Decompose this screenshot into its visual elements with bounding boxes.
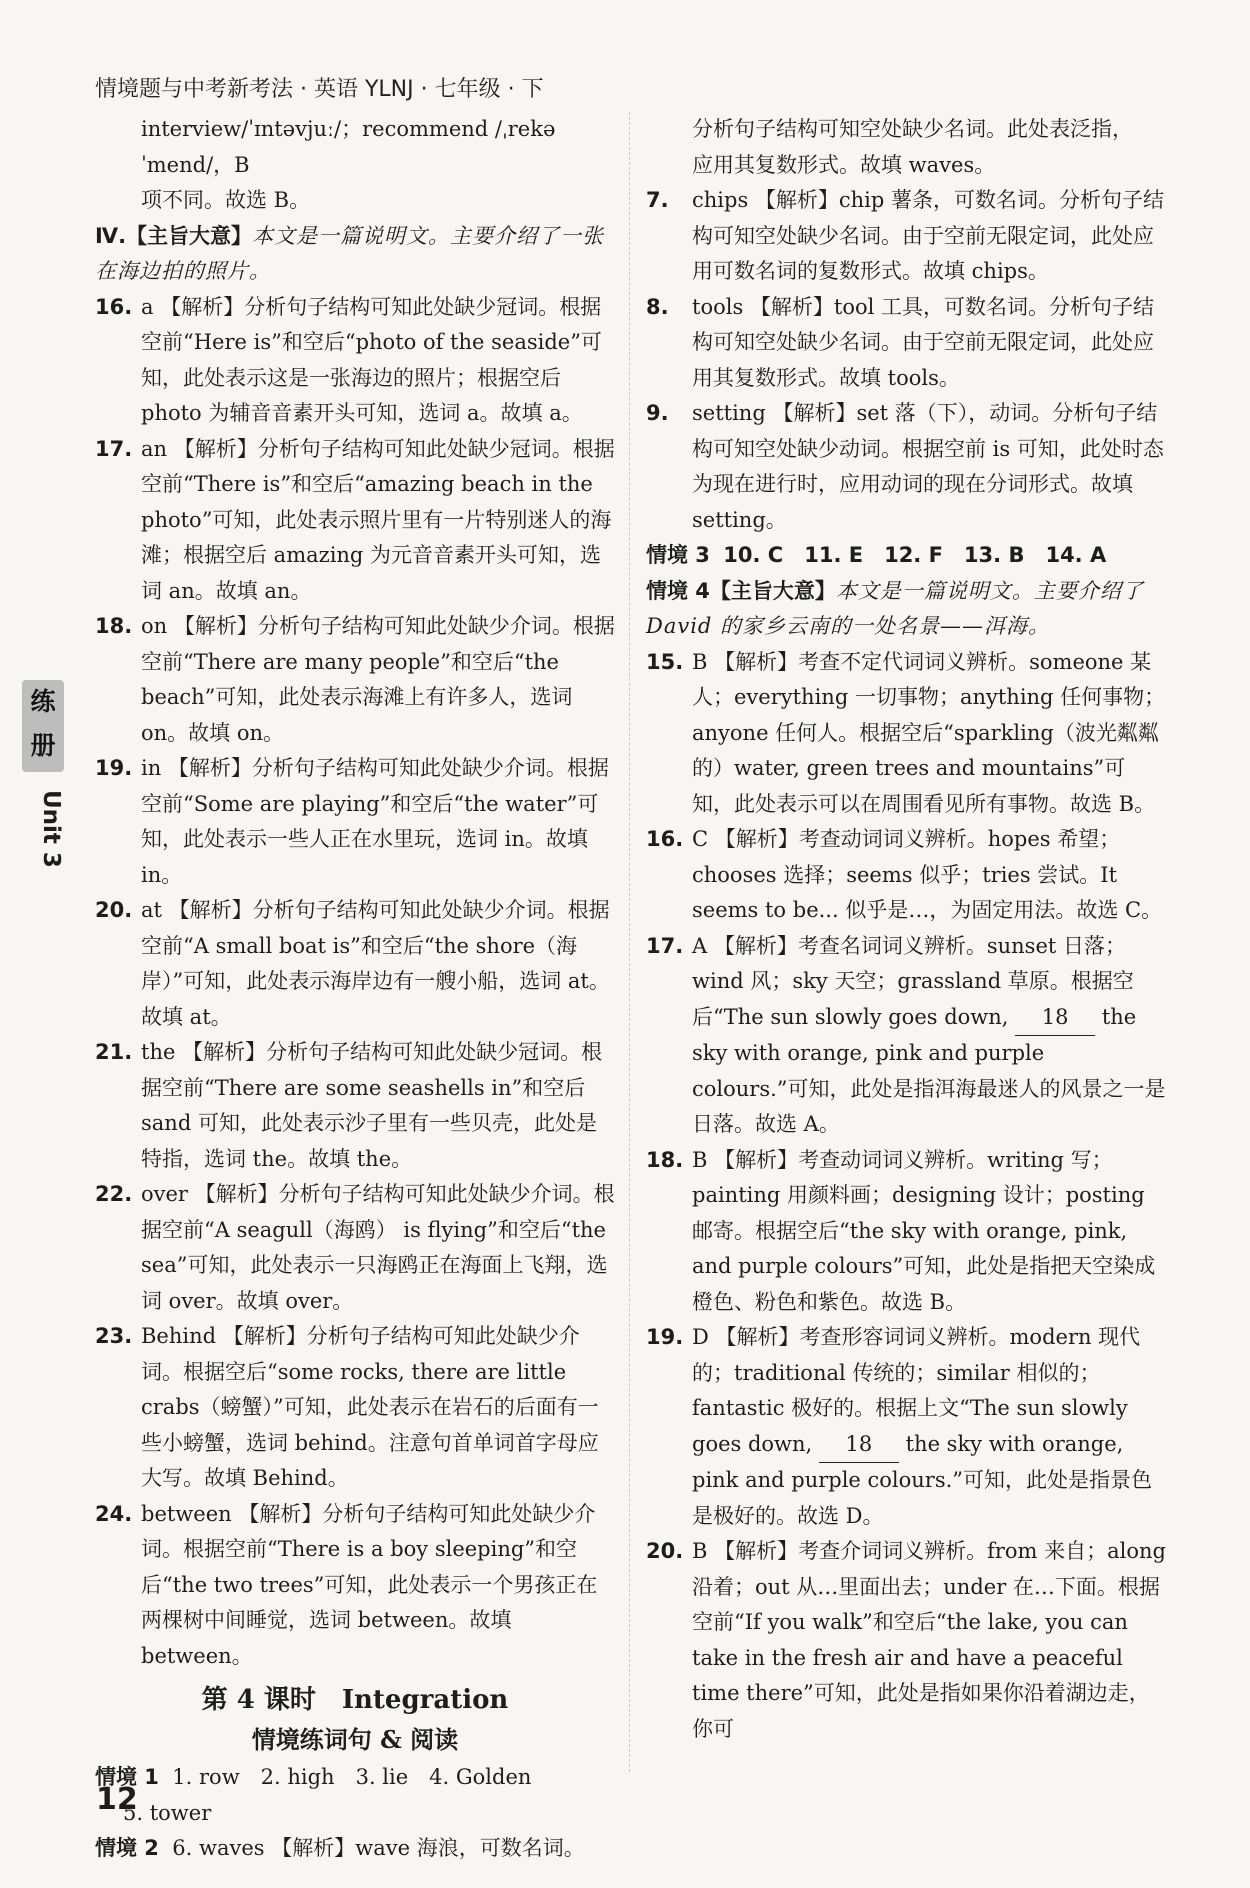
intro-line-1: interview/ˈɪntəvjuː/；recommend /ˌrekəˈmend/，B bbox=[141, 117, 556, 177]
answer-item-20b: 20. B 【解析】考查介词词义辨析。from 来自；along 沿着；out 从…里面出去；under 在…下面。根据空前“If you walk”和空后“the lake, you can take in the fresh air and have a peaceful time there”可知，此处是指如果你沿着湖边走，你可 bbox=[646, 1539, 1166, 1741]
answer-item-16: 16. a 【解析】分析句子结构可知此处缺少冠词。根据空前“Here is”和空后“photo of the seaside”可知，此处表示这是一张海边的照片；根据空后 photo 为辅音音素开头可知，选词 a。故填 a。 bbox=[95, 294, 602, 425]
situation-1-label: 情境 1 bbox=[95, 1765, 159, 1789]
situation-1-line-2: 5. tower bbox=[123, 1800, 212, 1825]
answer-item-15: 15. B 【解析】考查不定代词词义辨析。someone 某人；everything 一切事物；anything 任何事物；anyone 任何人。根据空后“sparkling（波光粼粼的）water, green trees and mountains”可知，此处表示可以在周围看见所有事物。故选 B。 bbox=[646, 649, 1166, 816]
situation-3-answers: 10. C 11. E 12. F 13. B 14. A bbox=[723, 543, 1107, 567]
situation-2-label: 情境 2 bbox=[95, 1836, 159, 1860]
answer-item-17: 17. an 【解析】分析句子结构可知此处缺少冠词。根据空前“There is”和空后“amazing beach in the photo”可知，此处表示照片里有一片特别迷人的海滩；根据空后 amazing 为元音音素开头可知，选词 an。故填 an。 bbox=[95, 436, 615, 603]
situation-2 bbox=[95, 1831, 615, 1867]
continuation-line-2: 应用其复数形式。故填 waves。 bbox=[692, 152, 996, 177]
situation-1-answers: 1. row 2. high 3. lie 4. Golden bbox=[172, 1765, 532, 1789]
answer-item-22: 22. over 【解析】分析句子结构可知此处缺少介词。根据空前“A seagull（海鸥） is flying”和空后“the sea”可知，此处表示一只海鸥正在海面上飞翔，选词 over。故填 over。 bbox=[95, 1182, 615, 1313]
situation-4 bbox=[646, 574, 1166, 645]
right-column bbox=[646, 112, 1166, 1747]
continuation-line-1: 分析句子结构可知空处缺少名词。此处表泛指， bbox=[692, 117, 1133, 141]
column-divider bbox=[629, 112, 631, 1772]
section-4-summary bbox=[95, 219, 615, 290]
blank-18-second: 18 bbox=[819, 1427, 899, 1464]
answer-item-18: 18. on 【解析】分析句子结构可知此处缺少介词。根据空前“There are many people”和空后“the beach”可知，此处表示海滩上有许多人，选词 on。故填 on。 bbox=[95, 614, 615, 745]
answer-item-7: 7. chips 【解析】chip 薯条，可数名词。分析句子结构可知空处缺少名词。由于空前无限定词，此处应用可数名词的复数形式。故填 chips。 bbox=[646, 188, 1165, 283]
situation-4-label: 情境 4【主旨大意】 bbox=[646, 578, 836, 603]
lesson-title: 第 4 课时 Integration bbox=[201, 1685, 509, 1715]
answer-item-18b: 18. B 【解析】考查动词词义辨析。writing 写；painting 用颜料画；designing 设计；posting 邮寄。根据空后“the sky with orange, pink, and purple colours”可知，此处是指把天空染成橙色、粉色和紫色。故选 B。 bbox=[646, 1147, 1156, 1314]
situation-3-label: 情境 3 bbox=[646, 543, 710, 567]
answer-item-23: 23. Behind 【解析】分析句子结构可知此处缺少介词。根据空后“some rocks, there are little crabs（螃蟹）”可知，此处表示在岩石的后面有一些小螃蟹，选词 behind。注意句首单词首字母应大写。故填 Behind。 bbox=[95, 1324, 599, 1490]
answer-item-19: 19. in 【解析】分析句子结构可知此处缺少介词。根据空前“Some are playing”和空后“the water”可知，此处表示一些人正在水里玩，选词 in。故填 in。 bbox=[95, 756, 609, 887]
answer-item-9: 9. setting 【解析】set 落（下），动词。分析句子结构可知空处缺少动词。根据空前 is 可知，此处时态为现在进行时，应用动词的现在分词形式。故填 setting。 bbox=[646, 401, 1164, 532]
answer-item-21: 21. the 【解析】分析句子结构可知此处缺少冠词。根据空前“There are some seashells in”和空后 sand 可知，此处表示沙子里有一些贝壳，此处是特指，选词 the。故填 the。 bbox=[95, 1040, 603, 1171]
side-tab-text: 练册 bbox=[30, 687, 56, 760]
left-column bbox=[95, 112, 615, 1867]
answer-item-16b: 16. C 【解析】考查动词词义辨析。hopes 希望；chooses 选择；seems 似乎；tries 尝试。It seems to be... 似乎是…，为固定用法。故选 C。 bbox=[646, 827, 1163, 922]
answer-item-17b: 17. A 【解析】考查名词词义辨析。sunset 日落；wind 风；sky 天空；grassland 草原。根据空后“The sun slowly goes down, 18 the sky with orange, pink and purple colours.”可知，此处是指洱海最迷人的风景之一是日落。故选 A。 bbox=[646, 933, 1166, 1136]
side-unit-label: Unit 3 bbox=[38, 790, 64, 868]
blank-18: 18 bbox=[1015, 1000, 1095, 1037]
situation-4-text: 本文是一篇说明文。主要介绍了 David 的家乡云南的一处名景——洱海。 bbox=[646, 578, 1144, 638]
lesson-subtitle: 情境练词句 & 阅读 bbox=[251, 1725, 459, 1754]
situation-3 bbox=[646, 538, 1166, 574]
answer-item-20: 20. at 【解析】分析句子结构可知此处缺少介词。根据空前“A small boat is”和空后“the shore（海岸）”可知，此处表示海岸边有一艘小船，选词 at。故填 at。 bbox=[95, 898, 610, 1029]
situation-1 bbox=[95, 1760, 615, 1796]
section-4-text: 本文是一篇说明文。主要介绍了一张在海边拍的照片。 bbox=[95, 223, 605, 283]
side-tab-label bbox=[22, 680, 64, 772]
answer-item-8: 8. tools 【解析】tool 工具，可数名词。分析句子结构可知空处缺少名词。由于空前无限定词，此处应用其复数形式。故填 tools。 bbox=[646, 294, 1155, 390]
answer-item-24: 24. between 【解析】分析句子结构可知此处缺少介词。根据空前“There is a boy sleeping”和空后“the two trees”可知，此处表示一个男孩正在两棵树中间睡觉，选词 between。故填 between。 bbox=[95, 1501, 598, 1668]
intro-line-2: 项不同。故选 B。 bbox=[141, 188, 311, 212]
situation-2-text: 6. waves 【解析】wave 海浪，可数名词。 bbox=[172, 1836, 585, 1860]
page-number: 12 bbox=[96, 1782, 138, 1817]
section-4-label: Ⅳ.【主旨大意】 bbox=[95, 223, 253, 248]
answer-item-19b: 19. D 【解析】考查形容词词义辨析。modern 现代的；traditional 传统的；similar 相似的；fantastic 极好的。根据上文“The sun slowly goes down, 18 the sky with orange, pink and purple colours.”可知，此处是指景色是极好的。故选 D。 bbox=[646, 1325, 1153, 1528]
page-header: 情境题与中考新考法 · 英语 YLNJ · 七年级 · 下 bbox=[95, 77, 544, 102]
